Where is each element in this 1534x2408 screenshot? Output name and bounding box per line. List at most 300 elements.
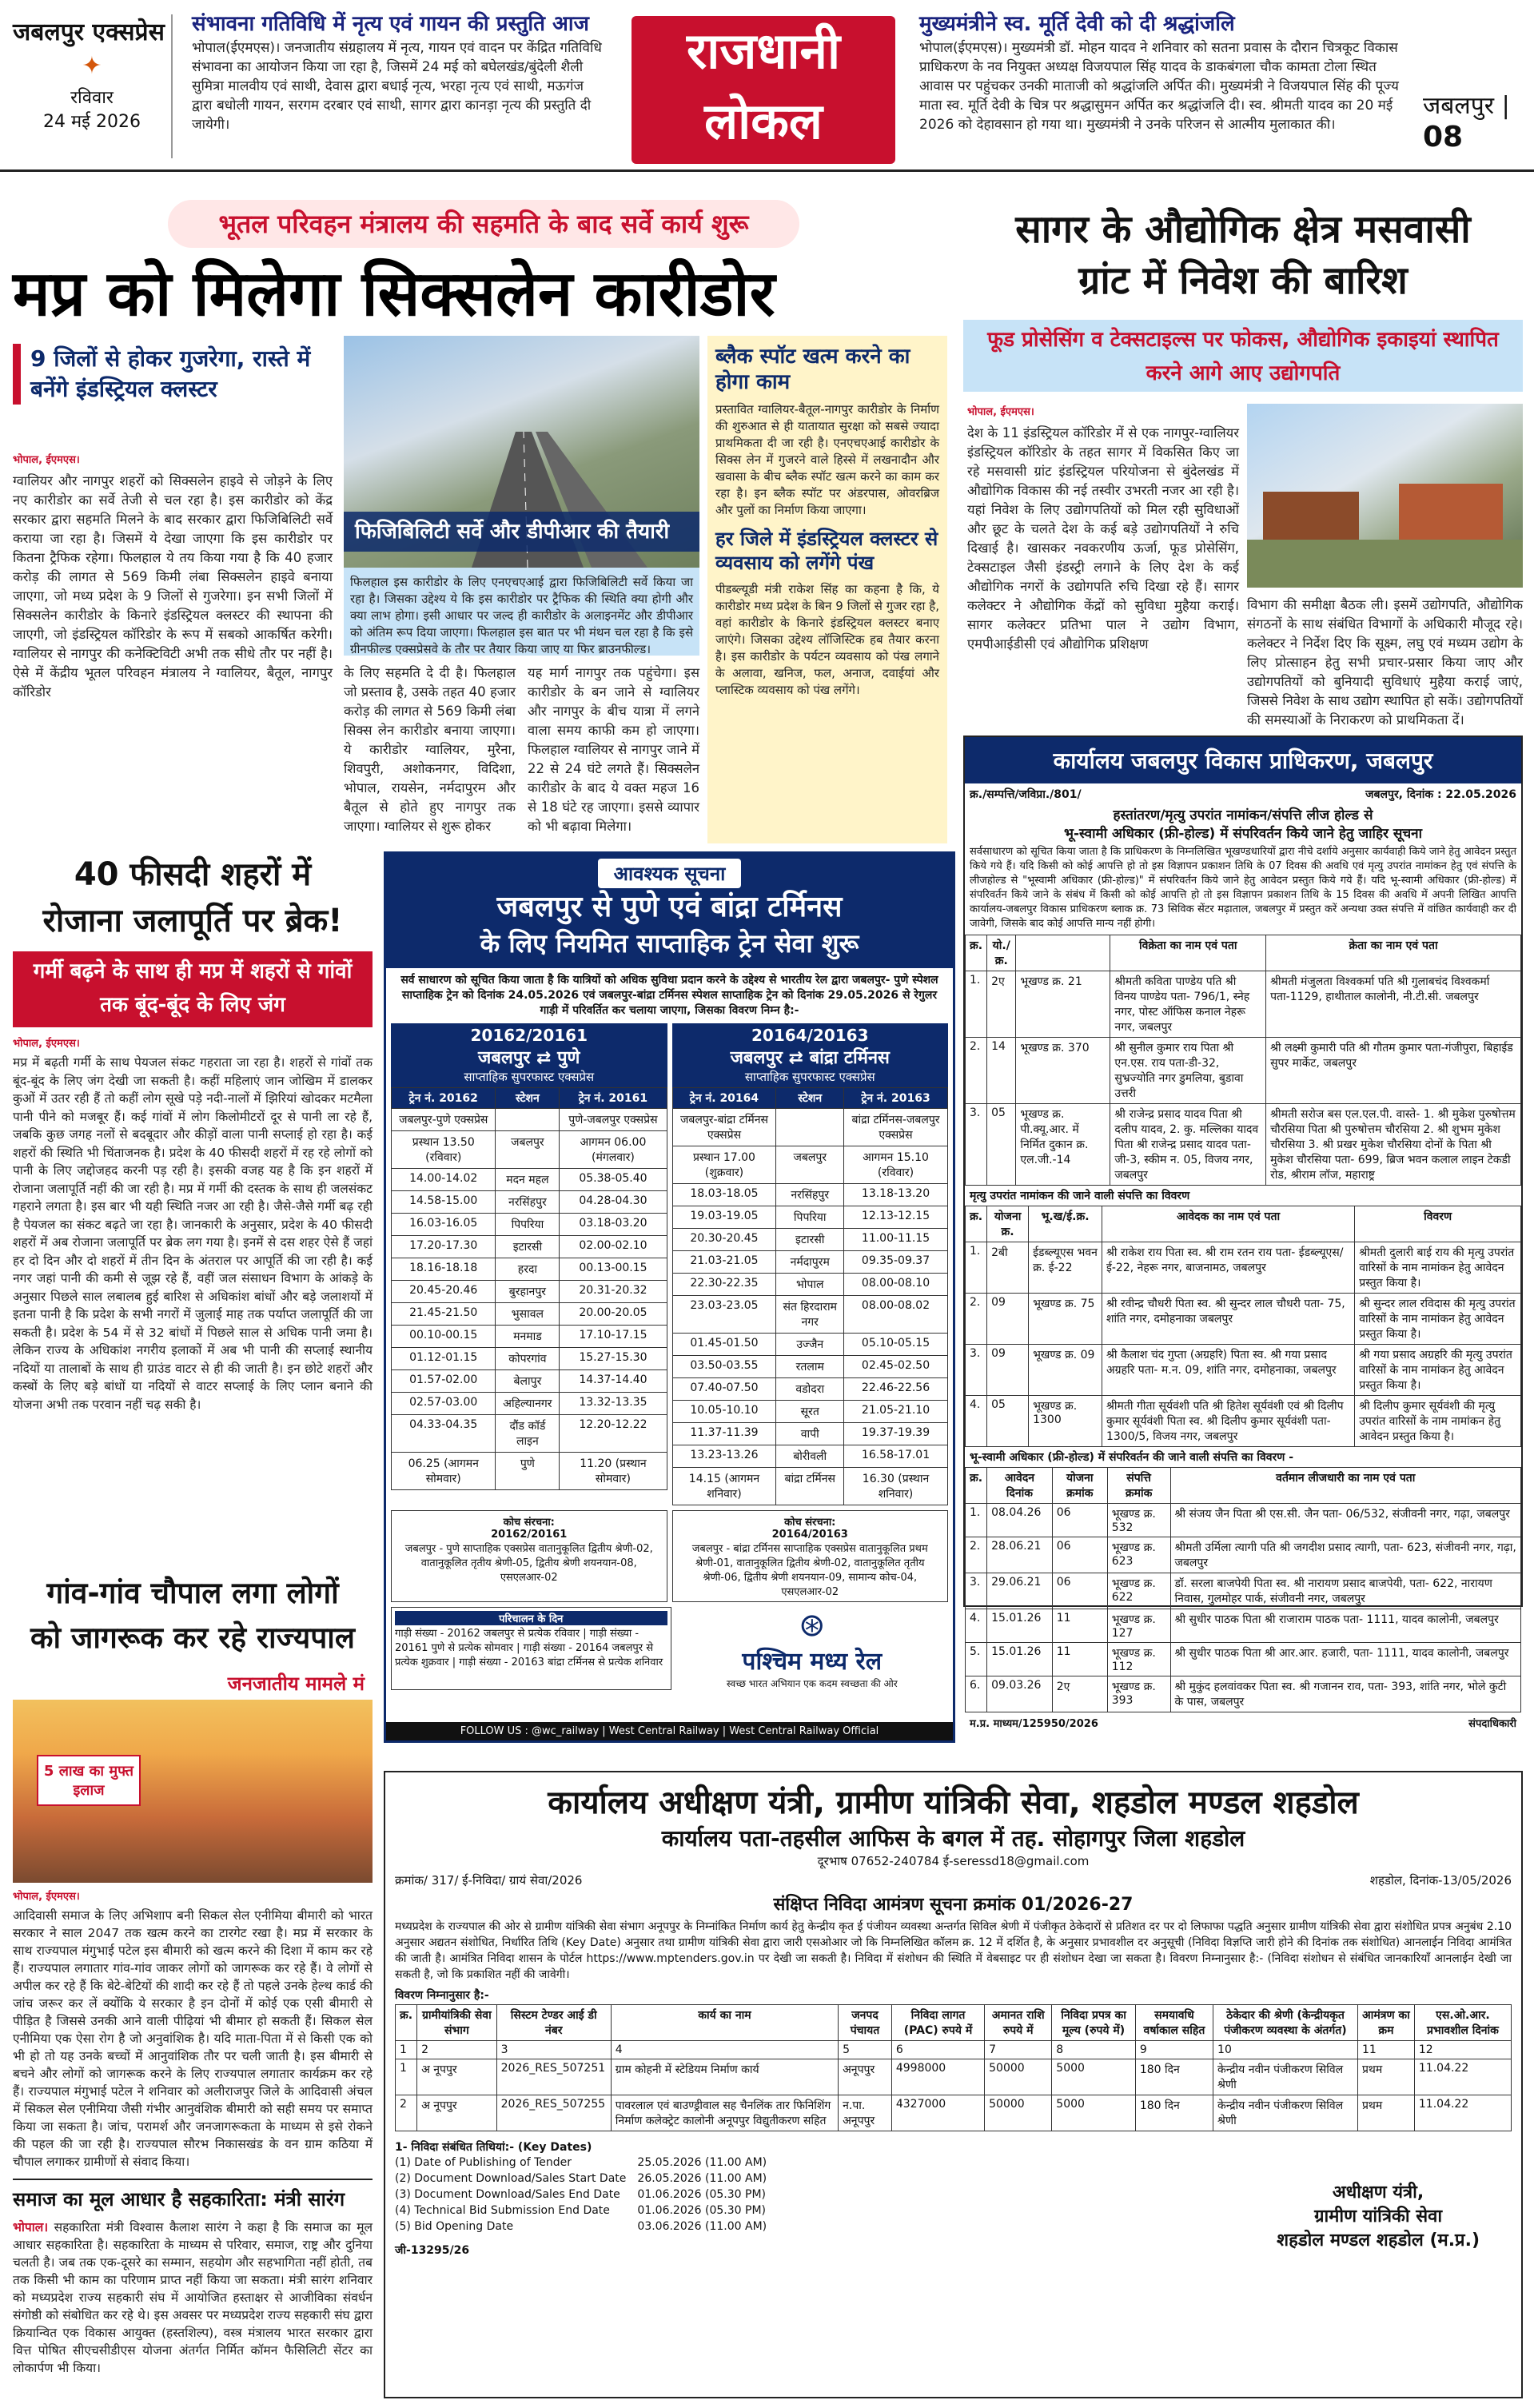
chaupal-body: आदिवासी समाज के लिए अभिशाप बनी सिकल सेल एनीमिया बीमारी को भारत सरकार ने साल 2047 तक खत्म करने का टारगेट रखा है। मप्र में सरकार के साथ राज्यपाल मंगुभाई पटेल इस बीमारी को खत्म करने की दिशा में काम कर रहे हैं। राज्यपाल लगातार गांव-गांव जाकर लोगों को जागरूक कर रहे हैं। वे लोगों से अपील कर रहे हैं कि बेटे-बेटियों की शादी कर रहे हैं तो पहले उनके हेल्थ कार्ड की जांच जरूर कर लें क्योंकि ये सरकार है इन दोनों में कोई एक एसी बीमारी से पीड़ित है जिससे उनकी आने वाली पीढ़ियां भी बीमार हो सकती हैं। सिकल सेल एनीमिया एक ऐसा रोग है जो अनुवांशिक है। यदि माता-पिता में से किसी एक को भी हो तो यह उनके बच्चों में आनुवांशिक तौर पर चली जाती है। इस बीमारी से बचने और लोगों को जागरूक करने के लिए राज्यपाल लगातार कार्यक्रम कर रहे हैं। राज्यपाल मंगुभाई पटेल ने शनिवार को अलीराजपुर जिले के आदिवासी अंचल में सिकल सेल एनीमिया जैसी गंभीर आनुवंशिक बीमारी को सही समय पर समाप्त किया जा सकता है। जांच, परामर्श और जनजागरूकता के माध्यम से इसे रोकने की पहल की जा रही है। राज्यपाल सौरभ निकासखंड के वन ग्राम कठिया में चौपाल लगाकर ग्रामीणों से संवाद किया। [13,1908,373,2169]
table-row [672,1445,948,1468]
rail-line1: जबलपुर से पुणे एवं बांद्रा टर्मिनस [496,891,843,923]
table-row [392,1348,667,1370]
table-header-cell: क्र. [396,2005,417,2041]
table-header-cell: ट्रेन नं. 20161 [560,1088,667,1109]
table-row [395,2219,778,2235]
table-cell: 2. [966,1038,987,1104]
table-cell: श्री संजय जैन पिता श्री एस.सी. जैन पता- 06/532, संजीवनी नगर, गढ़ा, जबलपुर [1170,1504,1520,1537]
table-cell: 20.00-20.05 [560,1303,667,1326]
table-row [966,1345,1521,1396]
train2-name: जबलपुर ⇄ बांद्रा टर्मिनस [730,1048,890,1068]
table-row [392,1303,667,1326]
wcr-tagline: स्वच्छ भारत अभियान एक कदम स्वच्छता की ओर [726,1678,898,1689]
lead-col1: ग्वालियर और नागपुर शहरों को सिक्सलेन हाइवे से जोड़ने के लिए नए कारीडोर का सर्वे तेजी से चल रहा है। इस कारीडोर को केंद्र सरकार द्वारा सहमति मिलने के बाद सरकार द्वारा फिजिबिलिटी सर्वे कराया जा रहा है। जिसमें ये देखा जाएगा कि इस कारीडोर पर कितना ट्रैफिक रहेगा। फिलहाल ये तय किया गया है कि 40 हजार करोड़ की लागत से 569 किमी लंबा सिक्सलेन हाइवे बनाया जाएगा, जो मध्य प्रदेश के 9 जिलों से गुजरेगा। इन सभी जिलों में सिक्सलेन कारीडोर के किनारे इंडस्ट्रियल क्लस्टर की स्थापना की जाएगी, जो इंडस्ट्रियल कॉरिडोर के रूप में सबको आकर्षित करेगी। ग्वालियर से नागपुर की कनेक्टिविटी अभी तक सीधे तौर पर नहीं है। ऐसे में केंद्रीय भूतल परिवहन मंत्रालय ने ग्वालियर, बैतूल, नागपुर कॉरिडोर [13,473,333,700]
table-header-cell: विवरण [1355,1206,1521,1242]
table-header-cell: क्र. [966,1468,987,1504]
table-cell: 01.12-01.15 [392,1348,496,1370]
table-header-cell: 7 [985,2041,1052,2059]
table-cell: भूखण्ड क्र. 112 [1107,1643,1170,1676]
table-cell: 11 [1052,1643,1107,1676]
table-cell: नरसिंहपुर [496,1191,560,1214]
tender-dates-title: 1- निविदा संबंधित तिथियां:- (Key Dates) [395,2141,592,2154]
table-row [392,1236,667,1258]
table-row [672,1296,948,1334]
table-header-cell: सिस्टम टेण्डर आई डी नंबर [496,2005,611,2041]
table-cell: 12.13-12.15 [844,1206,948,1229]
coach2-text: जबलपुर - बांद्रा टर्मिनस साप्ताहिक एक्सप्रेस वातानुकूलित प्रथम श्रेणी-01, वातानुकूलित द्वितीय श्रेणी-02, वातानुकूलित तृतीय श्रेणी-06, द्वितीय श्रेणी शयनयान-09, सामान्य कोच-04, एसएलआर-02 [691,1543,928,1598]
table-cell: 06 [1052,1573,1107,1609]
table-row [392,1326,667,1348]
table-cell: 05 [987,1104,1016,1186]
table-cell: केन्द्रीय नवीन पंजीकरण सिविल श्रेणी [1213,2059,1358,2095]
table-cell: 15.01.26 [987,1643,1053,1676]
table-cell: 05.38-05.40 [560,1169,667,1191]
table-header-cell: निविदा लागत (PAC) रुपये में [891,2005,984,2041]
brand-block [13,14,173,158]
tender-intro: मध्यप्रदेश के राज्यपाल की ओर से ग्रामीण यांत्रिकी सेवा संभाग अनूपपुर के निम्नांकित निर्माण कार्य हेतु केन्द्रीय कृत ई पंजीयन व्यवस्था अन्तर्गत सिविल श्रेणी में पंजीकृत ठेकेदारों से प्रतिशत दर पर दो लिफाफा पद्धति अनुसार ग्रामीण यांत्रिकी सेवा द्वारा संशोधित प्रपत्र अनुबंध 2.10 अनुसार अद्यतन संशोधित, निर्धारित तिथि (Key Date) अनुसार तथा ग्रामीण यांत्रिकी सेवा द्वारा जारी एसओआर जो कि निम्नलिखित कॉलम क्र. 12 में दर्शित है, के अनुसार प्रभावशील दर अनुसूची (निविदा विज्ञप्ति जारी होने की दिनांक तक संशोधित) आनलाईन निविदा आमंत्रित की जाती है। आमंत्रित निविदा शासन के पोर्टल https://www.mptenders.gov.in पर देखी जा सकती है। निविदा में संशोधन की स्थिति में वेबसाइट पर ही संशोधन देखा जा सकता है। विवरण निम्नानुसार है:- (निविदा संशोधन से संबंधित जानकारियाँ आनलाईन देखी जा सकती है, जो कि प्रकाशित नहीं की जावेगी। [395,1920,1512,1981]
coach-title2: कोच संरचना: [784,1517,836,1529]
water-banner: गर्मी बढ़ने के साथ ही मप्र में शहरों से गांवों तक बूंद-बूंद के लिए जंग [13,951,373,1027]
jda-subtitle: हस्तांतरण/मृत्यु उपरांत नामांकन/संपत्ति लीज होल्ड से [1113,807,1373,823]
table-cell: 20.30-20.45 [672,1229,776,1251]
table-cell: भोपाल [776,1274,844,1296]
table-cell: 01.45-01.50 [672,1334,776,1356]
train1-name: जबलपुर ⇄ पुणे [478,1048,580,1068]
sagar-body2: विभाग की समीक्षा बैठक ली। इसमें उद्योगपति, औद्योगिक संगठनों के साथ संबंधित विभागों के अधिकारी मौजूद रहे। कलेक्टर ने निर्देश दिए कि सूक्ष्म, लघु एवं मध्यम उद्योग के लिए प्रोत्साहन हेतु सभी प्रचार-प्रसार किया जाए और उद्योगपतियों को बुनियादी सुविधाएं मुहैया कराई जाएं, जिससे निवेश के साथ उद्योग स्थापित हो सकें। उद्योगपतियों की समस्याओं के निराकरण को प्राथमिकता दें। [1247,597,1523,728]
table-cell: श्री सुनील कुमार राय पिता श्री एन.एस. राय पता-डी-32, सुभ्रज्योति नगर डुमलिया, बुडावा उत्तरी [1110,1038,1266,1104]
table-cell: 3. [966,1345,987,1396]
table-row [392,1370,667,1393]
table-header-cell: स्टेशन [776,1088,844,1109]
page-city: जबलपुर [1423,92,1495,120]
table-cell: ईडब्ल्यूएस भवन क्र. ई-22 [1029,1242,1102,1294]
industrial-photo [1247,404,1523,588]
table-cell: 2. [966,1294,987,1345]
tender-dates [395,2139,778,2258]
train1-number: 20162/20161 [470,1026,588,1045]
table-row [966,1038,1521,1104]
table-cell: प्रस्थान 17.00 (शुक्रवार) [672,1146,776,1184]
table-header-cell: स्टेशन [496,1088,560,1109]
table-header-cell: ट्रेन नं. 20162 [392,1088,496,1109]
water-headline2: रोजाना जलापूर्ति पर ब्रेक! [42,903,343,939]
table-cell: श्री मुकुंद हलवांवकर पिता स्व. श्री गजानन राव, पता- 393, शांति नगर, भोले कुटी के पास, जबलपुर [1170,1676,1520,1712]
table-cell: 2ए [987,971,1016,1038]
table-header-cell: क्रेता का नाम एवं पता [1266,935,1521,971]
table-cell: भूखण्ड क्र. पी.क्यू.आर. में निर्मित दुकान क्र. एल.जी.-14 [1016,1104,1110,1186]
table-cell: 4327000 [891,2095,984,2131]
table-cell: आगमन 06.00 (मंगलवार) [560,1131,667,1169]
table-row [672,1401,948,1423]
table-cell: 19.37-19.39 [844,1423,948,1445]
table-header-cell: आवेदन दिनांक [987,1468,1053,1504]
table-cell: भूखण्ड क्र. 393 [1107,1676,1170,1712]
table-cell: श्रीमती सरोज बस एल.एल.पी. वास्ते- 1. श्री मुकेश पुरुषोत्तम चौरसिया पिता श्री पुरुषोत्तम चौरसिया 2. श्री शुभम मुकेश चौरसिया 3. श्री प्रखर मुकेश चौरसिया दोनों के पिता श्री मुकेश चौरसिया पता- 699, ब्रिज भवन कलाल लाइन टेकडी रोड, श्रीराम लॉज, महाराष्ट्र [1266,1104,1521,1186]
jda-table2 [965,1206,1521,1447]
table-header-cell: योजना क्रमांक [1052,1468,1107,1504]
table-header-cell: यो./क्र. [987,935,1016,971]
table-row [395,2203,778,2219]
chaupal-headline2: को जागरूक कर रहे राज्यपाल [30,1621,355,1655]
issue-day: रविवार [70,88,114,108]
jda-title: कार्यालय जबलपुर विकास प्राधिकरण, जबलपुर [965,737,1521,783]
water-headline [13,851,373,944]
table-header-cell: 10 [1213,2041,1358,2059]
train2-type: साप्ताहिक सुपरफास्ट एक्सप्रेस [744,1070,875,1084]
table-cell: 05.10-05.15 [844,1334,948,1356]
table-cell: श्री राजेन्द्र प्रसाद यादव पिता श्री दलीप यादव, 2. कु. मल्लिका यादव पिता श्री राजेन्द्र प्रसाद यादव पता-जी-3, स्कीम न. 05, विजय नगर, जबलपुर [1110,1104,1266,1186]
table-cell: श्री गया प्रसाद अग्रहरि की मृत्यु उपरांत वारिसों के नाम नामांकन हेतु आवेदन प्रस्तुत किया है। [1355,1345,1521,1396]
table-row [392,1415,667,1453]
table-cell: अ नूपपुर [417,2095,497,2131]
table-cell: (5) Bid Opening Date [395,2220,514,2233]
table-row [392,1281,667,1303]
sagar-banner: फूड प्रोसेसिंग व टेक्सटाइल्स पर फोकस, औद्योगिक इकाइयां स्थापित करने आगे आए उद्योगपति [963,320,1523,392]
sign-line3: शहडोल मण्डल शहडोल (म.प्र.) [1277,2231,1480,2251]
table-row [392,1191,667,1214]
issue-date: 24 मई 2026 [43,112,141,132]
table-header-cell: 12 [1414,2041,1511,2059]
table-row [966,1676,1521,1712]
table-cell: केन्द्रीय नवीन पंजीकरण सिविल श्रेणी [1213,2095,1358,2131]
table-header-cell: जनपद पंचायत [839,2005,892,2041]
table-cell: 5. [966,1643,987,1676]
table-header-cell: भू.ख/ई.क्र. [1029,1206,1102,1242]
table-cell: 16.03-16.05 [392,1214,496,1236]
table-cell: 26.05.2026 (11.00 AM) [637,2172,767,2185]
water-dateline: भोपाल, ईएमएस। [13,1038,80,1050]
teaser-left [192,14,608,134]
table-cell: भूखण्ड क्र. 127 [1107,1609,1170,1643]
table-cell: श्री सुन्दर लाल रविदास की मृत्यु उपरांत वारिसों के नाम नामांकन हेतु आवेदन प्रस्तुत किया है। [1355,1294,1521,1345]
table-cell: 2 [396,2095,417,2131]
table-cell: बोरीवली [776,1445,844,1468]
jda-date: जबलपुर, दिनांक : 22.05.2026 [1365,788,1516,801]
table-row [672,1468,948,1505]
table-cell: श्रीमती उर्मिला त्यागी पति श्री जगदीश प्रसाद त्यागी, पता- 623, संजीवनी नगर, गढ़ा, जबलपुर [1170,1537,1520,1573]
table-cell: 25.05.2026 (11.00 AM) [637,2156,767,2169]
table-cell: रतलाम [776,1356,844,1378]
table-header-cell: 5 [839,2041,892,2059]
table-cell: 09.35-09.37 [844,1251,948,1274]
table-cell: 08.00-08.10 [844,1274,948,1296]
table-cell: पिपरिया [496,1214,560,1236]
table-row [966,1396,1521,1447]
table-cell: श्री सुधीर पाठक पिता श्री आर.आर. हजारी, पता- 1111, यादव कालोनी, जबलपुर [1170,1643,1520,1676]
table-cell: 28.06.21 [987,1537,1053,1573]
section-logo-line2: लोकल [704,92,823,150]
train2-number: 20164/20163 [751,1026,869,1045]
sagar-headline [967,204,1519,306]
table-header-cell: 8 [1052,2041,1136,2059]
table-cell: 2बी [987,1242,1029,1294]
table-header-cell: समयावधि वर्षाकाल सहित [1135,2005,1213,2041]
table-cell: भूखण्ड क्र. 370 [1016,1038,1110,1104]
table-cell: 22.46-22.56 [844,1378,948,1401]
table-cell: नर्मदापुरम [776,1251,844,1274]
table-cell: 15.27-15.30 [560,1348,667,1370]
caption-body: फिलहाल इस कारीडोर के लिए एनएचएआई द्वारा फिजिबिलिटी सर्वे किया जा रहा है। जिसका उद्देश्य ये कि इस कारीडोर पर ट्रैफिक की स्थिति क्या होगी और क्या लाभ होगा। इसी आधार पर जल्द ही कारीडोर के अलाइनमेंट और डीपीआर को अंतिम रूप दिया जाएगा। फिलहाल इस बात पर भी मंथन चल रहा है कि इसे ग्रीनफील्ड एक्सप्रेसवे के तौर पर तैयार किया जाए या फिर ब्राउनफील्ड। [344,568,699,656]
masthead [0,0,1534,172]
table-cell: 11.00-11.15 [844,1229,948,1251]
jda-footer-left: म.प्र. माध्यम/125950/2026 [970,1718,1098,1730]
table-row [966,1643,1521,1676]
tender-code: जी-13295/26 [395,2244,470,2257]
table-row [392,1131,667,1169]
table-cell: इटारसी [496,1236,560,1258]
teaser-right [919,14,1399,134]
table-header-cell: एस.ओ.आर. प्रभावशील दिनांक [1414,2005,1511,2041]
table-row [966,1609,1521,1643]
table-cell: 05 [987,1396,1029,1447]
table-row [672,1274,948,1296]
lead-headline: मप्र को मिलेगा सिक्सलेन कारीडोर [13,258,775,330]
tender-address: कार्यालय पता-तहसील आफिस के बगल में तह. सोहागपुर जिला शहडोल [661,1825,1245,1852]
table-header-cell: ग्रामीयांत्रिकी सेवा संभाग [417,2005,497,2041]
table-cell: 4998000 [891,2059,984,2095]
table-row [966,1104,1521,1186]
governor-photo [13,1667,373,1883]
table-header-cell: विक्रेता का नाम एवं पता [1110,935,1266,971]
jda-t2-title: मृत्यु उपरांत नामांकन की जाने वाली संपत्ति का विवरण [970,1190,1190,1202]
jda-table3 [965,1467,1521,1712]
table-header-cell: जबलपुर-पुणे एक्सप्रेस [392,1109,496,1131]
table-cell: बेलापुर [496,1370,560,1393]
table-cell: 02.45-02.50 [844,1356,948,1378]
table-cell: मदन महल [496,1169,560,1191]
rail-intro: सर्व साधारण को सूचित किया जाता है कि यात्रियों को अधिक सुविधा प्रदान करने के उद्देश्य से भारतीय रेल द्वारा जबलपुर- पुणे स्पेशल साप्ताहिक ट्रेन को दिनांक 24.05.2026 एवं जबलपुर-बांद्रा टर्मिनस स्पेशल साप्ताहिक ट्रेन को दिनांक 29.05.2026 से रेगुलर गाड़ी में परिवर्तित कर चलाया जाएगा, जिसका विवरण निम्न है:- [400,974,938,1017]
chaupal-headline [13,1571,373,1660]
rail-notice [384,851,955,1743]
table-cell: 2026_RES_507255 [496,2095,611,2131]
table-cell: बांद्रा टर्मिनस [776,1468,844,1505]
table-cell: 5000 [1052,2095,1136,2131]
table-header-cell: पुणे-जबलपुर एक्सप्रेस [560,1109,667,1131]
table-header-cell: क्र. [966,935,987,971]
coach1-text: जबलपुर - पुणे साप्ताहिक एक्सप्रेस वातानुकूलित द्वितीय श्रेणी-02, वातानुकूलित तृतीय श्रेणी-05, द्वितीय श्रेणी शयनयान-08, एसएलआर-02 [404,1543,653,1584]
tender-table [395,2004,1512,2131]
table-header-cell: निविदा प्रपत्र का मूल्य (रुपये में) [1052,2005,1136,2041]
table-cell: अ नूपपुर [417,2059,497,2095]
table-cell: 04.28-04.30 [560,1191,667,1214]
table-header-cell: ट्रेन नं. 20163 [844,1088,948,1109]
table-cell: 09 [987,1345,1029,1396]
ornament-icon: ✦ [82,52,102,80]
table-cell: 15.01.26 [987,1609,1053,1643]
coach2-number: 20164/20163 [771,1529,848,1541]
section-logo [632,16,895,164]
table-cell: 14.15 (आगमन शनिवार) [672,1468,776,1505]
table-header-cell: 4 [611,2041,838,2059]
table-cell: 23.03-23.05 [672,1296,776,1334]
table-cell: 4. [966,1609,987,1643]
table-cell: 180 दिन [1135,2095,1213,2131]
table-row [396,2059,1512,2095]
table-cell: 19.03-19.05 [672,1206,776,1229]
table-header-cell: आमंत्रण का क्रम [1357,2005,1414,2041]
lead-col2: के लिए सहमति दे दी है। फिलहाल जो प्रस्ताव है, उसके तहत 40 हजार करोड़ की लागत से 569 किमी लंबा सिक्स लेन कारीडोर बनाया जाएगा। ये कारीडोर ग्वालियर, मुरैना, शिवपुरी, अशोकनगर, विदिशा, भोपाल, रायसेन, नर्मदापुरम और बैतूल से होते हुए नागपुर तक जाएगा। ग्वालियर से शुरू होकर [344,665,516,834]
table-header-cell: अमानत राशि रुपये में [985,2005,1052,2041]
table-cell: (2) Document Download/Sales Start Date [395,2172,627,2185]
industrial-drawing [1247,404,1523,588]
table-cell: 02.00-02.10 [560,1236,667,1258]
table-cell: हरदा [496,1258,560,1281]
sagar-dateline: भोपाल, ईएमएस। [967,406,1034,418]
chaupal-dateline: भोपाल, ईएमएस। [13,1891,80,1903]
lead-col3: यह मार्ग नागपुर तक पहुंचेगा। इस कारीडोर के बन जाने से ग्वालियर और नागपुर के बीच यात्रा में लगने वाला समय काफी कम हो जाएगा। फिलहाल ग्वालियर से नागपुर जाने में 22 से 24 घंटे लगते हैं। सिक्सलेन कारीडोर के बाद ये वक्त महज 16 से 18 घंटे रह जाएगा। इससे व्यापार को भी बढ़ावा मिलेगा। [528,665,699,834]
table-cell: 3. [966,1104,987,1186]
table-cell: इटारसी [776,1229,844,1251]
table-cell: 04.33-04.35 [392,1415,496,1453]
table-cell: 6. [966,1676,987,1712]
table-cell: (1) Date of Publishing of Tender [395,2156,572,2169]
table-cell: कोपरगांव [496,1348,560,1370]
sidebar-body2: पीडब्ल्यूडी मंत्री राकेश सिंह का कहना है कि, ये कारीडोर मध्य प्रदेश के बिन 9 जिलों से गुजर रहा है, वहां कारीडोर के किनारे इंडस्ट्रियल क्लस्टर बनाए जाएंगे। जिसका उद्देश्य लॉजिस्टिक हब तैयार करना है। इस कारीडोर के पर्यटन व्यवसाय को पंख लगाने के अलावा, खनिज, फल, अनाज, दवाईयां और प्लास्टिक व्यवसाय को पंख लगेंगे। [715,582,939,697]
table-cell: वडोदरा [776,1378,844,1401]
teaser-right-body: भोपाल(ईएमएस)। मुख्यमंत्री डॉ. मोहन यादव ने शनिवार को सतना प्रवास के दौरान चित्रकूट विकास प्राधिकरण के नव नियुक्त अध्यक्ष विजयपाल सिंह यादव के डाकबंगला चौक कामता टोला स्थित आवास पर पहुंचकर उनकी माताजी को श्रद्धांजलि अर्पित की। मुख्यमंत्री ने विजयपाल सिंह की पूज्य माता स्व. मूर्ति देवी के चित्र पर श्रद्धासुमन अर्पित कर श्रद्धांजलि दी। स्व. श्रीमती यादव का 20 मई 2026 को देहावसान हो गया था। मुख्यमंत्री ने उनके परिजन से आत्मीय मुलाकात की। [919,40,1399,133]
coop-headline: समाज का मूल आधार है सहकारिता: मंत्री सारंग [13,2179,373,2214]
table-cell: अनूपपुर [839,2059,892,2095]
table-cell: श्रीमती कविता पाण्डेय पति श्री विनय पाण्डेय पता- 796/1, स्नेह नगर, पोस्ट ऑफिस कनाल नेहरू नगर, जबलपुर [1110,971,1266,1038]
table-cell: 1. [966,1242,987,1294]
table-row [672,1356,948,1378]
table-cell: मनमाड [496,1326,560,1348]
rail-title: आवश्यक सूचना [598,859,742,888]
table-cell: 17.20-17.30 [392,1236,496,1258]
table-cell: प्रस्थान 13.50 (रविवार) [392,1131,496,1169]
water-headline1: 40 फीसदी शहरों में [74,856,312,893]
table-cell: प्रथम [1357,2059,1414,2095]
table-row [396,2095,1512,2131]
table-cell: 11.04.22 [1414,2095,1511,2131]
table-cell: 14 [987,1038,1016,1104]
jda-t3-title: भू-स्वामी अधिकार (फ्री-होल्ड) में संपरिवर्तन की जाने वाली संपत्ति का विवरण - [970,1451,1294,1464]
teaser-right-title: मुख्यमंत्रीने स्व. मूर्ति देवी को दी श्रद्धांजलि [919,12,1235,36]
table-cell: 21.45-21.50 [392,1303,496,1326]
table-cell: 1 [396,2059,417,2095]
table-cell: नरसिंहपुर [776,1184,844,1206]
table-cell: सूरत [776,1401,844,1423]
table-row [392,1214,667,1236]
table-cell: 11.04.22 [1414,2059,1511,2095]
table-cell: पिपरिया [776,1206,844,1229]
tender-title: कार्यालय अधीक्षण यंत्री, ग्रामीण यांत्रिकी सेवा, शहडोल मण्डल शहडोल [548,1784,1359,1821]
table-header-cell: कार्य का नाम [611,2005,838,2041]
table-row [392,1258,667,1281]
jda-notice [963,736,1523,1730]
table-header-cell [776,1109,844,1146]
table-cell: भूखण्ड क्र. 75 [1029,1294,1102,1345]
table-row [966,1504,1521,1537]
lead-kicker: भूतल परिवहन मंत्रालय की सहमति के बाद सर्वे कार्य शुरू [218,209,749,239]
jda-ref: क्र./सम्पत्ति/जविप्रा./801/ [970,788,1082,801]
rail-line2: के लिए नियमित साप्ताहिक ट्रेन सेवा शुरू [480,928,859,959]
table-row [672,1423,948,1445]
poster-text: 5 लाख का मुफ्त इलाज [37,1755,141,1806]
table-header-cell: योजना क्र. [987,1206,1029,1242]
photo-banner-text: जनजातीय मामले मं [13,1667,373,1700]
table-cell: प्रथम [1357,2095,1414,2131]
days-text: गाड़ी संख्या - 20162 जबलपुर से प्रत्येक रविवार | गाड़ी संख्या - 20161 पुणे से प्रत्येक सोमवार | गाड़ी संख्या - 20164 जबलपुर से प्रत्येक शुक्रवार | गाड़ी संख्या - 20163 बांद्रा टर्मिनस से प्रत्येक शनिवार [395,1628,663,1668]
tender-table-label: विवरण निम्नानुसार है:- [395,1989,489,2002]
table-cell: 06 [1052,1537,1107,1573]
table-cell: 4. [966,1396,987,1447]
table-cell: 16.58-17.01 [844,1445,948,1468]
table-row [395,2187,778,2203]
table-row [966,1242,1521,1294]
days-title: परिचालन के दिन [395,1611,667,1625]
table-row [966,1294,1521,1345]
table-row [672,1229,948,1251]
table-cell: 14.58-15.00 [392,1191,496,1214]
table-row [966,971,1521,1038]
teaser-left-body: भोपाल(ईएमएस)। जनजातीय संग्रहालय में नृत्य, गायन एवं वादन पर केंद्रित गतिविधि संभावना का आयोजन किया जा रहा है, जिसमें 24 मई को बघेलखंड/बुंदेली शैली सुमित्रा मालवीय एवं साथी, देवास द्वारा बधाई नृत्य, भरहा नृत्य एवं साथी, मऊगंज द्वारा बधोली गायन, सरगम दरबार एवं साथी, सागर द्वारा कानड़ा नृत्य की प्रस्तुति दी जायेगी। [192,40,602,133]
sign-line1: अधीक्षण यंत्री, [1332,2183,1424,2203]
sidebar-body1: प्रस्तावित ग्वालियर-बैतूल-नागपुर कारीडोर के निर्माण की शुरुआत से ही यातायात सुरक्षा को सबसे ज्यादा प्राथमिकता दी जा रही है। एनएचएआई कारीडोर के सिक्स लेन में गुजरने वाले हिस्से में लखनादौन और खवासा के बीच ब्लैक स्पॉट खत्म करने का काम कर रहा है। इन ब्लैक स्पॉट पर अंडरपास, ओवरब्रिज और पुलों का निर्माण किया जाएगा। [715,402,939,517]
sagar-headline2: ग्रांट में निवेश की बारिश [1078,258,1408,303]
train2-table [672,1087,949,1505]
train1-type: साप्ताहिक सुपरफास्ट एक्सप्रेस [464,1070,595,1084]
jda-footer-right: संपदाधिकारी [1468,1718,1516,1730]
table-cell: पुणे [496,1453,560,1490]
table-cell: 18.03-18.05 [672,1184,776,1206]
teaser-left-title: संभावना गतिविधि में नृत्य एवं गायन की प्रस्तुति आज [192,12,589,36]
section-logo-line1: राजधानी [686,22,841,80]
table-row [392,1169,667,1191]
table-cell: 01.57-02.00 [392,1370,496,1393]
table-cell: आगमन 15.10 (रविवार) [844,1146,948,1184]
table-row [672,1251,948,1274]
tender-date: शहडोल, दिनांक-13/05/2026 [1369,1873,1512,1888]
table-header-cell: 9 [1135,2041,1213,2059]
table-cell: 2ए [1052,1676,1107,1712]
table-cell: (3) Document Download/Sales End Date [395,2188,620,2201]
table-cell: भूखण्ड क्र. 1300 [1029,1396,1102,1447]
sign-line2: ग्रामीण यांत्रिकी सेवा [1314,2207,1443,2227]
coach-title1: कोच संरचना: [503,1517,555,1529]
table-cell: पावरलाल एवं बाउण्ड्रीवाल सह चैनलिंक तार फिनिशिंग निर्माण कलेक्ट्रेट कालोनी अनूपपुर विद्युतीकरण सहित [611,2095,838,2131]
table-cell: 20.45-20.46 [392,1281,496,1303]
table-cell: 00.13-00.15 [560,1258,667,1281]
table-cell: श्रीमती दुलारी बाई राय की मृत्यु उपरांत वारिसों के नाम नामांकन हेतु आवेदन प्रस्तुत किया है। [1355,1242,1521,1294]
table-header-cell: बांद्रा टर्मिनस-जबलपुर एक्सप्रेस [844,1109,948,1146]
table-cell: श्री राकेश राय पिता स्व. श्री राम रतन राय पता- ईडब्ल्यूएस/ई-22, नेहरू नगर, बाजनामठ, जबलपुर [1102,1242,1354,1294]
table-cell: 50000 [985,2059,1052,2095]
jda-table1 [965,935,1521,1186]
jda-intro: सर्वसाधारण को सूचित किया जाता है कि प्राधिकरण के निम्नलिखित भूखण्डधारियों द्वारा नीचे दर्शाये अनुसार कार्यवाही किये जाने हेतु आवेदन प्रस्तुत किये गये हैं। यदि किसी को कोई आपत्ति हो तो इस विज्ञापन प्रकाशन तिथि के 07 दिवस की अवधि एवं मृत्यु उपरांत नामांकन हेतु एवं संपत्ति के लीजहोल्ड से "भूस्वामी अधिकार (फ्री-होल्ड)" में संपरिवर्तन किये जाने हेतु आवेदन प्रस्तुत किये गये हैं। यदि भू-स्वामी अधिकार (फ्री-होल्ड) में संपरिवर्तन किये जाने के संबंध में किसी को कोई आपत्ति हो तो इस विज्ञापन प्रकाशन तिथि के 15 दिवस की अवधि में अपनी लिखित आपत्ति कार्यालय-जबलपुर विकास प्राधिकरण ब्लाक क्र. 73 सिविक सेंटर मढ़ाताल, जबलपुर में प्रस्तुत करें अन्यथा उक्त संपत्ति में वांछित कार्यवाही कर दी जावेगी, जिसके बाद कोई आपत्ति मान्य नहीं होगी। [970,846,1516,930]
table-row [672,1378,948,1401]
table-cell: श्रीमती गीता सूर्यवंशी पति श्री हितेश सूर्यवंशी एवं श्री दिलीप कुमार सूर्यवंशी पिता स्व. श्री दिलीप कुमार सूर्यवंशी पता- 1300/5, विजय नगर, जबलपुर [1102,1396,1354,1447]
table-cell: अहिल्यानगर [496,1393,560,1415]
table-row [672,1184,948,1206]
table-cell: 2026_RES_507251 [496,2059,611,2095]
table-cell: भूखण्ड क्र. 21 [1016,971,1110,1038]
table-row [672,1146,948,1184]
table-cell: 08.00-08.02 [844,1296,948,1334]
table-header-cell: ठेकेदार की श्रेणी (केन्द्रीयकृत पंजीकरण व्यवस्था के अंतर्गत) [1213,2005,1358,2041]
table-cell: 17.10-17.15 [560,1326,667,1348]
table-cell: 13.32-13.35 [560,1393,667,1415]
page-info: जबलपुर | 08 [1423,92,1510,153]
table-cell: भूखण्ड क्र. 622 [1107,1573,1170,1609]
jda-subtitle2: भू-स्वामी अधिकार (फ्री-होल्ड) में संपरिवर्तन किये जाने हेतु जाहिर सूचना [1064,826,1422,842]
coop-body: सहकारिता मंत्री विश्वास कैलाश सारंग ने कहा है कि समाज का मूल आधार सहकारिता है। सहकारिता के माध्यम से परिवार, समाज, राष्ट्र और दुनिया चलती है। जब तक एक-दूसरे का सम्मान, सहयोग और सहभागिता नहीं होती, तब तक किसी भी काम का परिणाम प्राप्त नहीं किया जा सकता। मंत्री सारंग शनिवार को मध्यप्रदेश राज्य सहकारी संघ में आयोजित हस्ताक्षर से आजीविका संवर्धन संगोष्ठी को संबोधित कर रहे थे। इस अवसर पर मध्यप्रदेश राज्य सहकारी संघ द्वारा क्रियान्वित एक विकास आयुक्त (हस्तशिल्प), वस्त्र मंत्रालय भारत सरकार द्वारा वित्त पोषित सीएचसीडीएस योजना अंतर्गत निर्मित कॉमन फैसिलिटी सेंटर का लोकार्पण भी किया। [13,2220,373,2375]
table-cell: बुरहानपुर [496,1281,560,1303]
table-row [672,1206,948,1229]
tender-notice [384,1771,1523,2398]
table-cell: 00.10-00.15 [392,1326,496,1348]
table-cell: 02.57-03.00 [392,1393,496,1415]
